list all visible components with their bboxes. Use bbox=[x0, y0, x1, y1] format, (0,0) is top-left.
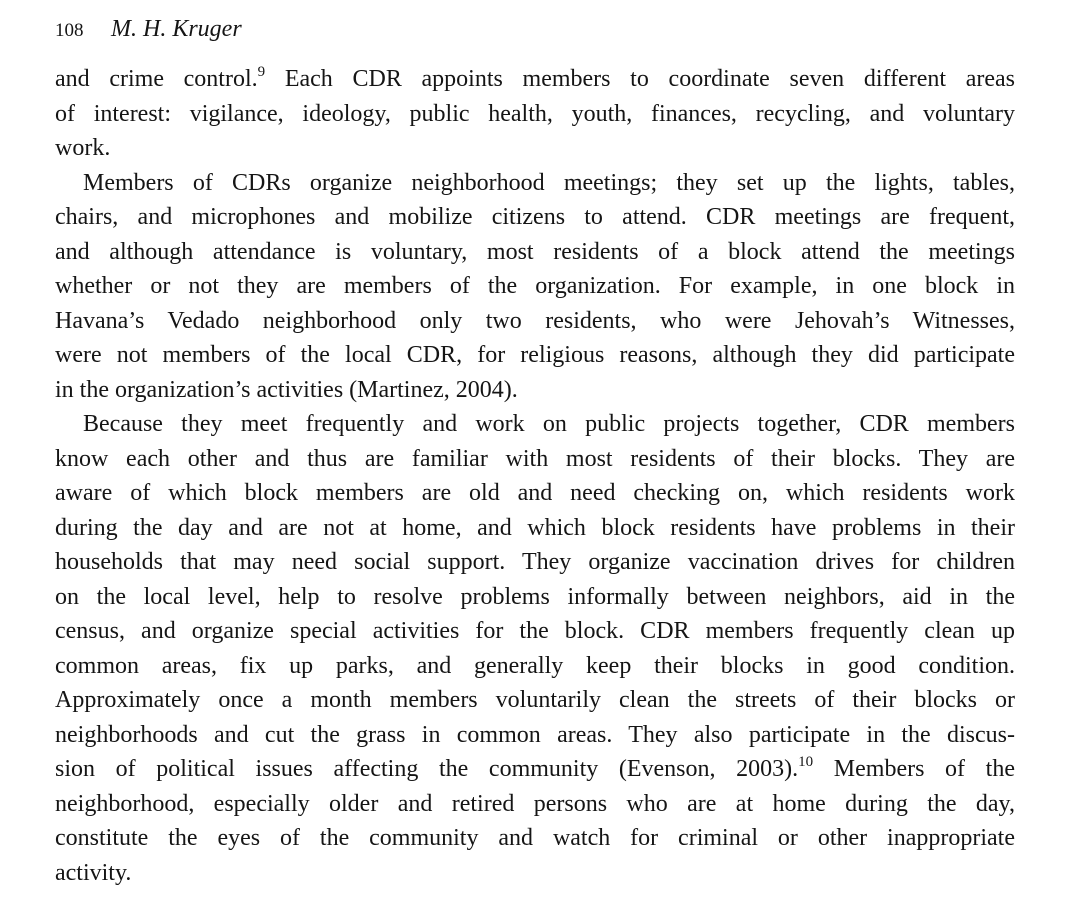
text-line bbox=[55, 166, 1015, 201]
text-run: Because they meet frequently and work on public projects together, CDR members bbox=[83, 411, 1015, 437]
text-line bbox=[55, 787, 1015, 822]
page-number: 108 bbox=[55, 20, 84, 41]
text-line bbox=[55, 442, 1015, 477]
text-run: census, and organize special activities for the block. CDR members frequently clean up bbox=[55, 618, 1015, 644]
text-line bbox=[55, 304, 1015, 339]
text-run: households that may need social support. They organize vaccination drives for children bbox=[55, 549, 1015, 575]
text-line bbox=[55, 235, 1015, 270]
text-run: aware of which block members are old and need checking on, which residents work bbox=[55, 480, 1015, 506]
running-head-author: M. H. Kruger bbox=[111, 16, 242, 42]
footnote-marker: 10 bbox=[798, 754, 814, 770]
text-line bbox=[55, 856, 1015, 891]
text-line bbox=[55, 200, 1015, 235]
text-line bbox=[55, 821, 1015, 856]
text-line bbox=[55, 545, 1015, 580]
text-run: on the local level, help to resolve problems informally between neighbors, aid in the bbox=[55, 583, 1015, 610]
footnote-marker: 9 bbox=[257, 64, 266, 80]
paragraph bbox=[55, 166, 1015, 408]
text-run: sion of political issues affecting the community (Evenson, 2003). bbox=[55, 756, 799, 782]
text-line bbox=[55, 407, 1015, 442]
text-line bbox=[55, 476, 1015, 511]
text-line bbox=[55, 269, 1015, 304]
text-line bbox=[55, 614, 1015, 649]
text-run: were not members of the local CDR, for religious reasons, although they did participate bbox=[55, 342, 1015, 368]
text-run: whether or not they are members of the organization. For example, in one block in bbox=[55, 273, 1015, 299]
text-run: know each other and thus are familiar with most residents of their blocks. They are bbox=[55, 445, 1015, 472]
text-run: Members of the bbox=[813, 756, 1016, 782]
text-line bbox=[55, 338, 1015, 373]
running-head bbox=[55, 14, 242, 46]
text-line bbox=[55, 511, 1015, 546]
text-line bbox=[55, 97, 1015, 132]
text-line bbox=[55, 649, 1015, 684]
text-line bbox=[55, 131, 1015, 166]
text-line bbox=[55, 62, 1015, 97]
paragraph bbox=[55, 62, 1015, 166]
text-run: during the day and are not at home, and which block residents have problems in their bbox=[55, 514, 1015, 541]
body-text bbox=[55, 62, 1015, 890]
text-run: and crime control. bbox=[55, 66, 258, 92]
text-line bbox=[55, 752, 1015, 787]
text-run: chairs, and microphones and mobilize citizens to attend. CDR meetings are frequent, bbox=[55, 204, 1015, 230]
text-run: in the organization’s activities (Martinez, 2004). bbox=[55, 376, 518, 403]
text-line bbox=[55, 580, 1015, 615]
text-run: Each CDR appoints members to coordinate seven different areas bbox=[265, 66, 1015, 92]
text-run: Members of CDRs organize neighborhood meetings; they set up the lights, tables, bbox=[83, 169, 1015, 196]
text-line bbox=[55, 683, 1015, 718]
text-run: activity. bbox=[55, 859, 132, 886]
text-run: work. bbox=[55, 135, 111, 161]
text-run: common areas, fix up parks, and generally keep their blocks in good condition. bbox=[55, 652, 1015, 679]
text-run: neighborhoods and cut the grass in common areas. They also participate in the discus- bbox=[55, 721, 1015, 748]
text-run: Approximately once a month members voluntarily clean the streets of their blocks or bbox=[55, 687, 1015, 713]
text-line bbox=[55, 373, 1015, 408]
text-run: Havana’s Vedado neighborhood only two residents, who were Jehovah’s Witnesses, bbox=[55, 307, 1015, 334]
text-run: of interest: vigilance, ideology, public health, youth, finances, recycling, and voluntary bbox=[55, 100, 1015, 127]
paragraph bbox=[55, 407, 1015, 890]
text-line bbox=[55, 718, 1015, 753]
text-run: and although attendance is voluntary, most residents of a block attend the meetings bbox=[55, 238, 1015, 265]
text-run: constitute the eyes of the community and watch for criminal or other inappropriate bbox=[55, 825, 1015, 851]
text-run: neighborhood, especially older and retired persons who are at home during the day, bbox=[55, 790, 1015, 817]
